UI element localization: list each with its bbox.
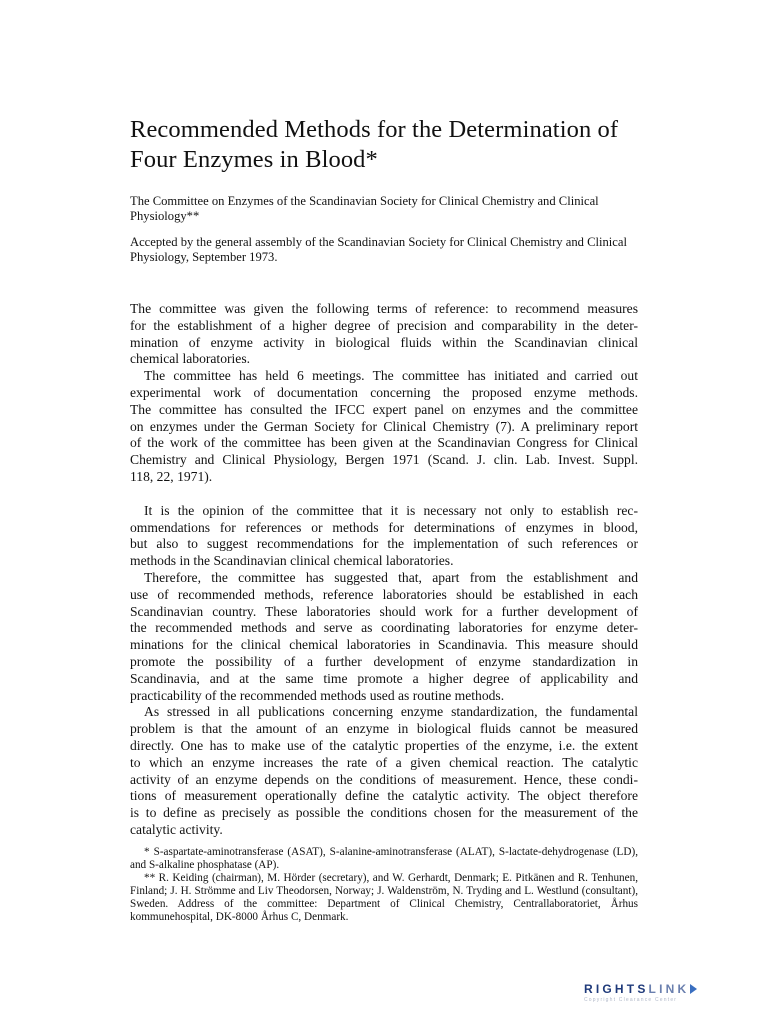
text-line: Chemistry and Clinical Physiology, Bergen 1971 (Scand. J. clin. Lab. Invest. Suppl. bbox=[130, 452, 638, 468]
text-line: mination of enzyme activity in biological fluids within the Scandinavian clinical bbox=[130, 334, 638, 350]
text-line: methods in the Scandinavian clinical chemical laboratories. bbox=[130, 553, 454, 569]
article-title-line-1: Recommended Methods for the Determination of bbox=[130, 116, 619, 143]
article-title-line-2: Four Enzymes in Blood* bbox=[130, 146, 378, 173]
paragraph-3 bbox=[130, 503, 638, 570]
text-line: catalytic activity. bbox=[130, 821, 223, 837]
rightslink-wordmark-light: LINK bbox=[648, 982, 690, 996]
paragraph-2 bbox=[130, 368, 638, 486]
text-line: experimental work of documentation concerning the proposed enzyme methods. bbox=[130, 384, 638, 400]
text-line: promote the possibility of a further development of enzyme standardization in bbox=[130, 653, 638, 669]
text-line: ommendations for references or methods for determinations of enzymes in blood, bbox=[130, 519, 638, 535]
text-line: problem is that the amount of an enzyme in biological fluids cannot be measured bbox=[130, 721, 638, 737]
text-line: Scandinavia, and at the same time promote a higher degree of applicability and bbox=[130, 670, 638, 686]
text-line: of the work of the committee has been given at the Scandinavian Congress for Clinical bbox=[130, 435, 638, 451]
text-line: Scandinavian country. These laboratories should work for a further development of bbox=[130, 603, 638, 619]
author-line: The Committee on Enzymes of the Scandinavian Society for Clinical Chemistry and Clinical Physiology** bbox=[130, 194, 599, 223]
paragraph-4 bbox=[130, 570, 638, 704]
acceptance-note: Accepted by the general assembly of the Scandinavian Society for Clinical Chemistry and Clinical Physiology, September 1973. bbox=[130, 235, 627, 264]
article-body bbox=[130, 301, 638, 839]
text-line: tions of measurement operationally define the catalytic activity. The object therefore bbox=[130, 788, 638, 804]
text-line: activity of an enzyme depends on the conditions of measurement. Hence, these condi- bbox=[130, 771, 638, 787]
text-line: The committee has consulted the IFCC expert panel on enzymes and the committee bbox=[130, 401, 638, 417]
text-line: directly. One has to make use of the catalytic properties of the enzyme, i.e. the extent bbox=[130, 737, 638, 753]
rightslink-logo[interactable] bbox=[584, 982, 754, 1006]
paragraph-1 bbox=[130, 301, 638, 368]
text-line: for the establishment of a higher degree of precision and comparability in the deter- bbox=[130, 317, 638, 333]
text-line: but also to suggest recommendations for the implementation of such references or bbox=[130, 536, 638, 552]
footnote-committee-members: ** R. Keiding (chairman), M. Hörder (secretary), and W. Gerhardt, Denmark; E. Pitkänen and R. Tenhunen, Finland; J. H. Strömme and Liv Theodorsen, Norway; J. Waldenström, N. Tryding and L. Westlund (consultant), Sweden. Address of the committee: Department of Clinical Chemistry, Centrallaboratoriet, Århus kommunehospital, DK-8000 Århus C, Denmark. bbox=[130, 872, 638, 923]
text-line: use of recommended methods, reference laboratories should be established in each bbox=[130, 586, 638, 602]
text-line: It is the opinion of the committee that it is necessary not only to establish rec- bbox=[144, 502, 638, 518]
rightslink-wordmark-dark: RIGHTS bbox=[584, 982, 649, 996]
text-line: As stressed in all publications concerning enzyme standardization, the fundamental bbox=[144, 704, 638, 720]
text-line: Therefore, the committee has suggested that, apart from the establishment and bbox=[144, 569, 638, 585]
text-line: 118, 22, 1971). bbox=[130, 468, 213, 484]
text-line: chemical laboratories. bbox=[130, 351, 251, 367]
footnote-enzymes: * S-aspartate-aminotransferase (ASAT), S-alanine-aminotransferase (ALAT), S-lactate-dehydrogenase (LD), and S-alkaline phosphatase (AP). bbox=[130, 846, 638, 871]
text-line: to which an enzyme increases the rate of a given chemical reaction. The catalytic bbox=[130, 754, 638, 770]
text-line: The committee was given the following terms of reference: to recommend measures bbox=[130, 301, 638, 316]
footnotes bbox=[130, 846, 638, 924]
paragraph-5 bbox=[130, 704, 638, 838]
text-line: is to define as precisely as possible the conditions chosen for the measurement of the bbox=[130, 805, 638, 821]
text-line: on enzymes under the German Society for Clinical Chemistry (7). A preliminary report bbox=[130, 418, 638, 434]
text-line: The committee has held 6 meetings. The committee has initiated and carried out bbox=[144, 368, 638, 384]
play-arrow-icon bbox=[690, 984, 697, 994]
rightslink-subtext: Copyright Clearance Center bbox=[584, 997, 678, 1003]
text-line: practicability of the recommended methods used as routine methods. bbox=[130, 687, 505, 703]
rightslink-wordmark bbox=[584, 982, 754, 996]
text-line: minations for the clinical chemical laboratories in Scandinavia. This measure should bbox=[130, 637, 638, 653]
article-title bbox=[130, 115, 660, 175]
text-line: the recommended methods and serve as coordinating laboratories for enzyme deter- bbox=[130, 620, 638, 636]
